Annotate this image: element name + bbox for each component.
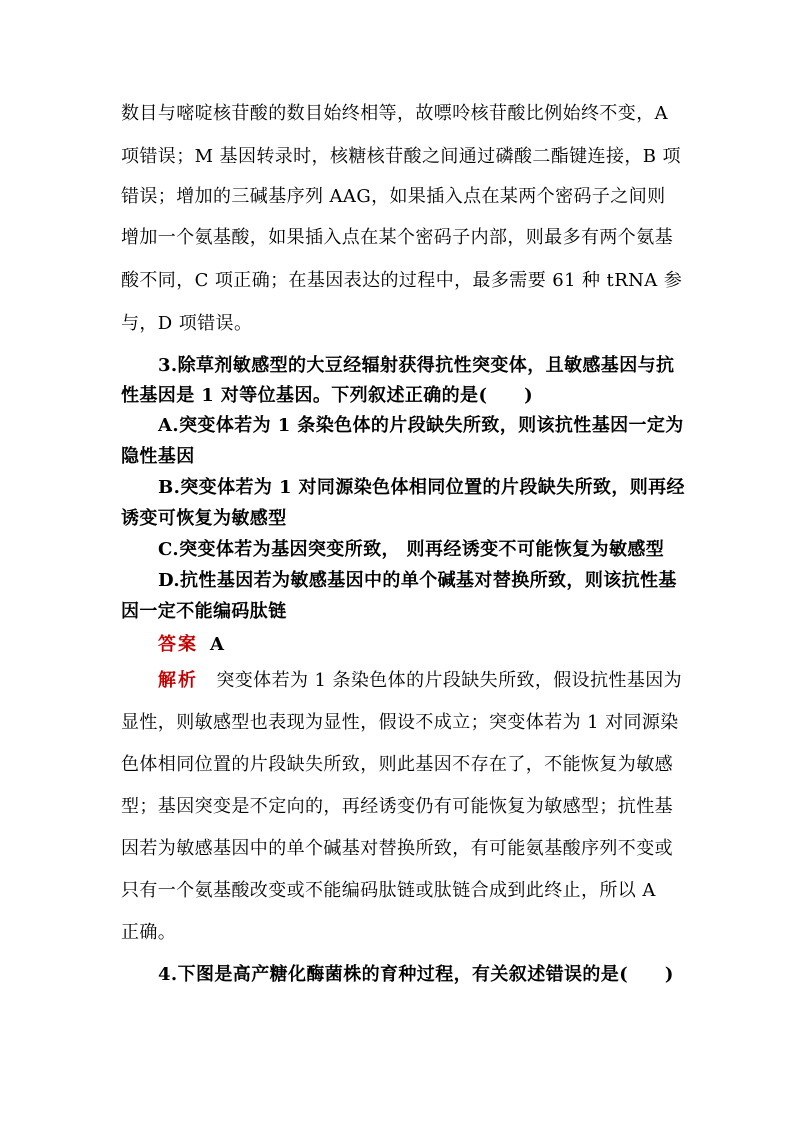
option-a-line-2: 隐性基因: [121, 446, 195, 467]
explanation-line-2: 项错误；M 基因转录时，核糖核苷酸之间通过磷酸二酯键连接，B 项: [121, 146, 681, 167]
question-3-stem-line-1: 3.除草剂敏感型的大豆经辐射获得抗性突变体，且敏感基因与抗: [158, 355, 675, 376]
option-c-line-1: C.突变体若为基因突变所致， 则再经诱变不可能恢复为敏感型: [158, 539, 665, 560]
analysis-first-line: [158, 670, 682, 692]
question-3-stem-line-2: 性基因是 1 对等位基因。下列叙述正确的是( ): [121, 385, 534, 406]
answer-value: A: [210, 634, 225, 655]
explanation-line-3: 错误；增加的三碱基序列 AAG，如果插入点在某两个密码子之间则: [121, 186, 666, 207]
answer-row: [158, 634, 224, 656]
analysis-line-5: 因若为敏感基因中的单个碱基对替换所致，有可能氨基酸序列不变或: [121, 838, 673, 859]
analysis-line-1: 突变体若为 1 条染色体的片段缺失所致，假设抗性基因为: [216, 670, 683, 691]
analysis-line-4: 型；基因突变是不定向的，再经诱变仍有可能恢复为敏感型；抗性基: [121, 796, 673, 817]
option-d-line-2: 因一定不能编码肽链: [121, 601, 287, 622]
question-4-stem-line-1: 4.下图是高产糖化酶菌株的育种过程，有关叙述错误的是( ): [158, 964, 674, 985]
answer-label: 答案: [158, 634, 198, 655]
option-b-line-1: B.突变体若为 1 对同源染色体相同位置的片段缺失所致，则再经: [158, 477, 685, 498]
option-d-line-1: D.抗性基因若为敏感基因中的单个碱基对替换所致，则该抗性基: [158, 570, 677, 591]
analysis-line-6: 只有一个氨基酸改变或不能编码肽链或肽链合成到此终止，所以 A: [121, 880, 656, 901]
analysis-line-2: 显性，则敏感型也表现为显性，假设不成立；突变体若为 1 对同源染: [121, 712, 679, 733]
analysis-label: 解析: [158, 670, 198, 691]
option-b-line-2: 诱变可恢复为敏感型: [121, 508, 287, 529]
analysis-line-7: 正确。: [121, 922, 177, 943]
explanation-line-4: 增加一个氨基酸，如果插入点在某个密码子内部，则最多有两个氨基: [121, 227, 673, 248]
explanation-line-1: 数目与嘧啶核苷酸的数目始终相等，故嘌呤核苷酸比例始终不变，A: [121, 103, 668, 124]
option-a-line-1: A.突变体若为 1 条染色体的片段缺失所致，则该抗性基因一定为: [158, 415, 684, 436]
explanation-line-5: 酸不同，C 项正确；在基因表达的过程中，最多需要 61 种 tRNA 参: [121, 270, 683, 291]
analysis-line-3: 色体相同位置的片段缺失所致，则此基因不存在了，不能恢复为敏感: [121, 754, 673, 775]
explanation-line-6: 与，D 项错误。: [121, 313, 253, 334]
